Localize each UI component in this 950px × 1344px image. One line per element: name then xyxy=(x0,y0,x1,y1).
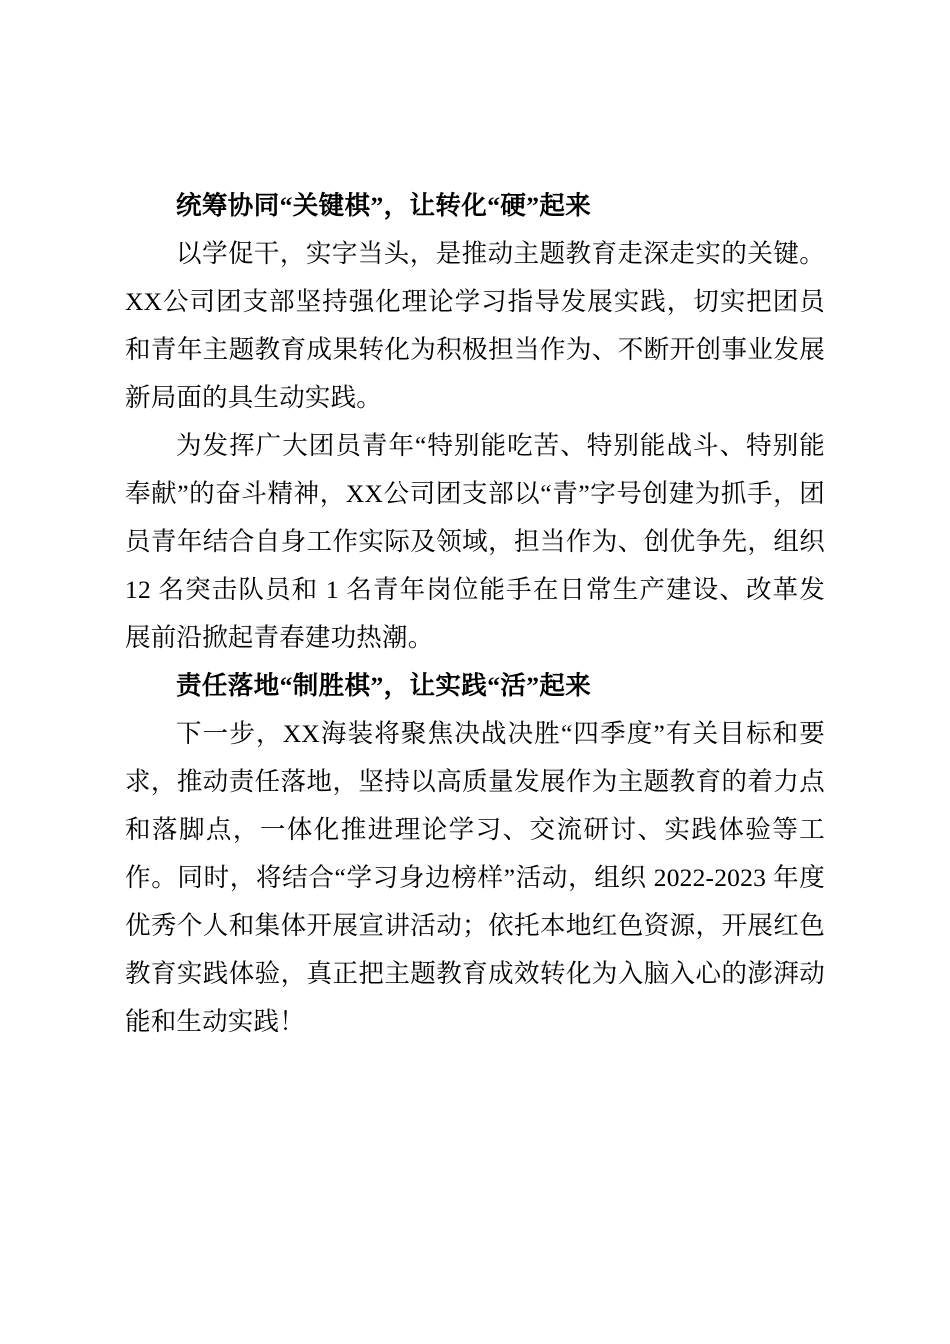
paragraph-3 xyxy=(125,710,825,1046)
heading-text: 责任落地“制胜棋”，让实践“活”起来 xyxy=(176,671,592,700)
paragraph-1 xyxy=(125,230,825,422)
section-heading-2 xyxy=(125,662,825,710)
paragraph-text: 为发挥广大团员青年“特别能吃苦、特别能战斗、特别能奉献”的奋斗精神，XX公司团支部以“青”字号创建为抓手，团员青年结合自身工作实际及领域，担当作为、创优争先，组织 12 名突击队员和 1 名青年岗位能手在日常生产建设、改革发展前沿掀起青春建功热潮。 xyxy=(125,431,825,652)
paragraph-text: 下一步，XX海装将聚焦决战决胜“四季度”有关目标和要求，推动责任落地，坚持以高质量发展作为主题教育的着力点和落脚点，一体化推进理论学习、交流研讨、实践体验等工作。同时，将结合“学习身边榜样”活动，组织 2022-2023 年度优秀个人和集体开展宣讲活动；依托本地红色资源，开展红色教育实践体验，真正把主题教育成效转化为入脑入心的澎湃动能和生动实践！ xyxy=(125,719,825,1036)
paragraph-2 xyxy=(125,422,825,662)
heading-text: 统筹协同“关键棋”，让转化“硬”起来 xyxy=(176,191,592,220)
section-heading-1 xyxy=(125,182,825,230)
paragraph-text: 以学促干，实字当头，是推动主题教育走深走实的关键。XX公司团支部坚持强化理论学习指导发展实践，切实把团员和青年主题教育成果转化为积极担当作为、不断开创事业发展新局面的具生动实践。 xyxy=(125,239,825,412)
document-body xyxy=(125,182,825,1046)
